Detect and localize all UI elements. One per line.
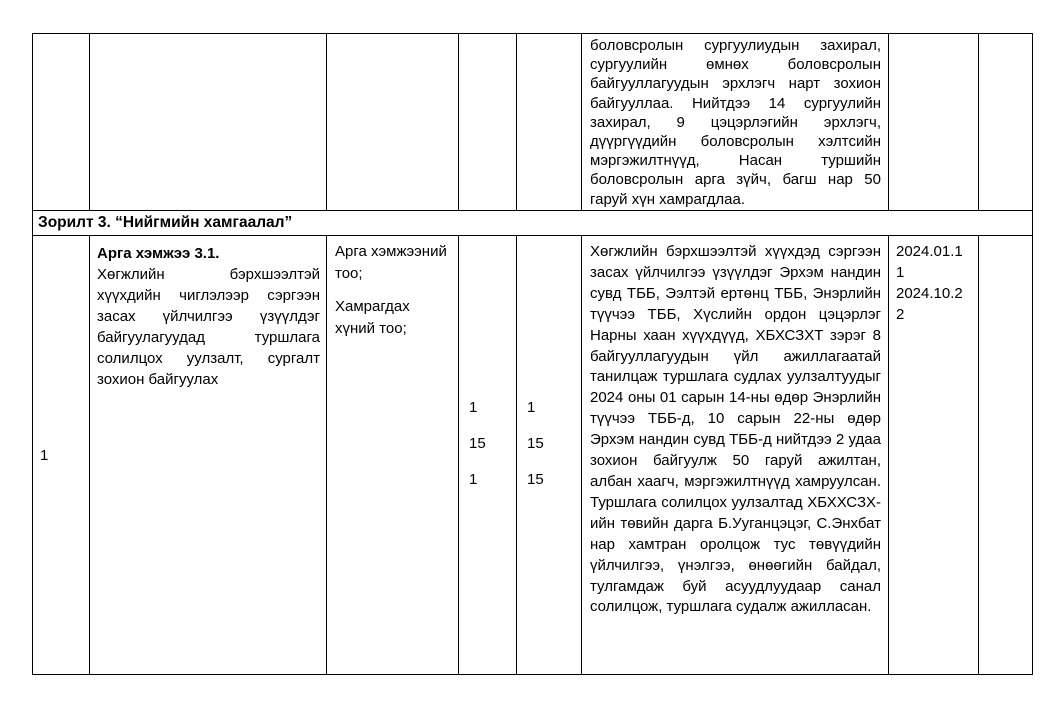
target-value: 15 <box>469 435 486 452</box>
measure-title: Арга хэмжээ 3.1. <box>97 245 220 262</box>
report-table <box>32 33 1033 675</box>
measure-content <box>97 243 320 390</box>
table-row-continuation <box>33 34 1033 211</box>
target-values <box>459 236 516 490</box>
target-value: 1 <box>469 399 478 416</box>
measure-text: Хөгжлийн бэрхшээлтэй хүүхдийн чиглэлээр сэргээн засах үйлчилгээ үзүүлдэг байгуулагуудад туршлага солилцох уулзалт, сургалт зохион байгуулах <box>97 266 320 388</box>
target-value: 1 <box>469 471 478 488</box>
empty-cell <box>979 34 1033 211</box>
empty-cell <box>327 34 459 211</box>
continuation-result-text: боловсролын сургуулиудын захирал, сургуулийн өмнөх боловсролын байгууллагуудын эрхлэгч нарт зохион байгууллаа. Нийтдээ 14 сургуулийн захирал, 9 цэцэрлэгийн эрхлэгч, дүүргүүдийн боловсролын хэлтсийн мэргэжилтнүүд, Насан туршийн боловсролын арга зүйч, багш нар 50 гаруй хүн хамрагдлаа. <box>590 37 881 207</box>
indicators-content <box>335 241 449 339</box>
table-row-section <box>33 211 1033 236</box>
dates-cell <box>889 236 979 675</box>
actual-values-cell <box>517 236 582 675</box>
empty-cell <box>889 34 979 211</box>
section-title: Зорилт 3. “Нийгмийн хамгаалал” <box>33 211 1033 236</box>
indicator-measure-count: Арга хэмжээний тоо; <box>335 243 447 282</box>
dates-content <box>896 241 978 325</box>
empty-cell <box>979 236 1033 675</box>
empty-cell <box>90 34 327 211</box>
result-text: Хөгжлийн бэрхшээлтэй хүүхдэд сэргээн засах үйлчилгээ үзүүлдэг Эрхэм нандин сувд ТББ, Ээлтэй ертөнц ТББ, Энэрлийн түүчээ ТББ, Хүслийн ордон цэцэрлэг Нарны хаан хүүхдүүд, ХБХСЗХТ зэрэг 8 байгууллагуудын үйл ажиллагаатай танилцаж туршлага судлах уулзалтуудыг 2024 оны 01 сарын 14-ны өдөр Энэрлийн түүчээ ТББ-д, 10 сарын 22-ны өдөр Эрхэм нандин сувд ТББ-д нийтдээ 2 удаа зохион байгуулж 50 гаруй ажилтан, албан хаагч, мэргэжилтнүүд хамруулсан. Туршлага солилцох уулзалтад ХБХХСЗХ-ийн төвийн дарга Б.Ууганцэцэг, С.Энхбат нар хамтран оролцож тус төвүүдийн үйлчилгээ, үнэлгээ, өнөөгийн байдал, тулгамдаж буй асуудлуудаар санал солилцож, туршлага судалж ажилласан. <box>590 243 881 616</box>
table-row-measure <box>33 236 1033 675</box>
empty-cell <box>459 34 517 211</box>
measure-cell <box>90 236 327 675</box>
actual-value: 15 <box>527 471 544 488</box>
continuation-result-cell <box>582 34 889 211</box>
empty-cell <box>33 34 90 211</box>
indicators-cell <box>327 236 459 675</box>
actual-value: 15 <box>527 435 544 452</box>
target-values-cell <box>459 236 517 675</box>
empty-cell <box>517 34 582 211</box>
actual-values <box>517 236 581 490</box>
date-start: 2024.01.11 <box>896 243 963 281</box>
result-cell <box>582 236 889 675</box>
indicator-people-count: Хамрагдах хүний тоо; <box>335 298 410 337</box>
actual-value: 1 <box>527 399 536 416</box>
row-number-cell: 1 <box>33 236 90 675</box>
date-end: 2024.10.22 <box>896 285 963 323</box>
